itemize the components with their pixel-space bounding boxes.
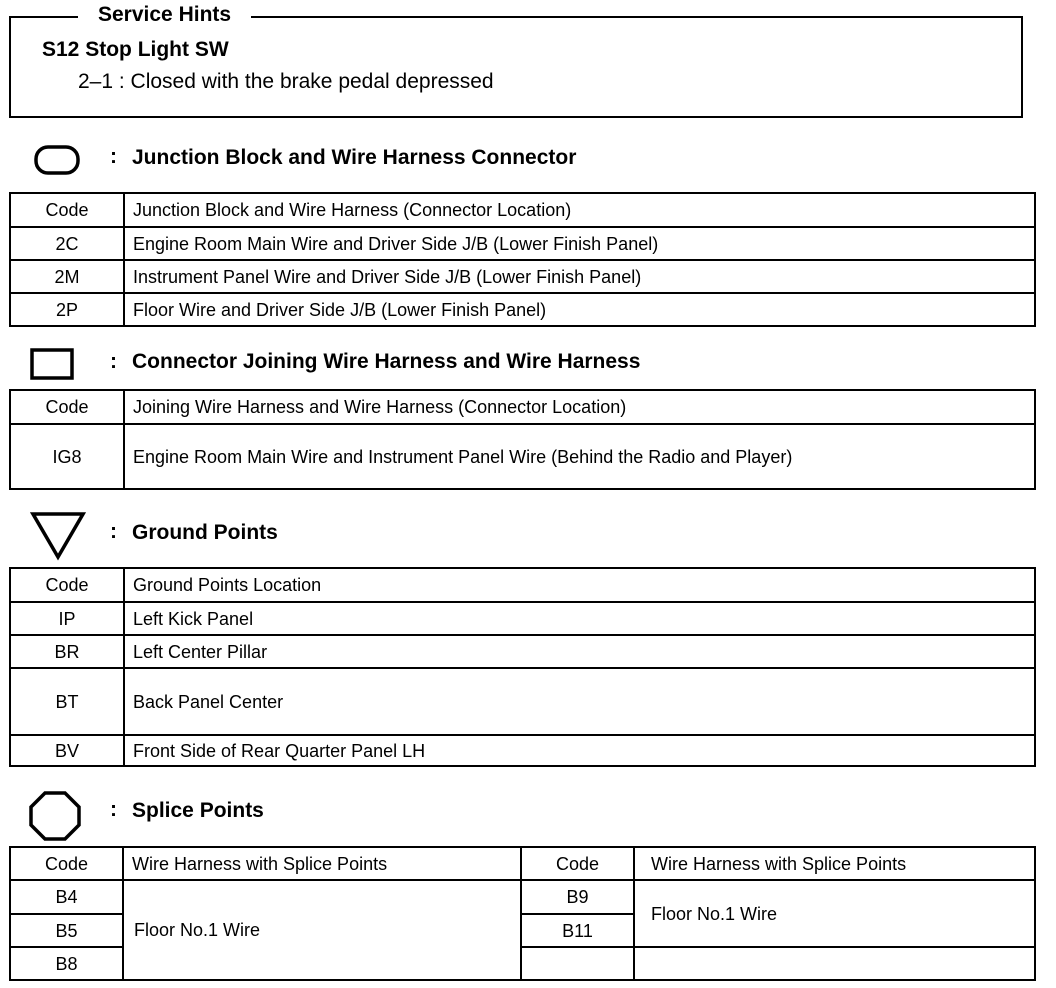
code-cell: B9 (521, 880, 634, 914)
wire-harness-header: Wire Harness with Splice Points (123, 847, 521, 880)
junction-table (9, 192, 1036, 327)
section-colon: : (110, 520, 117, 543)
junction-section-title: Junction Block and Wire Harness Connector (132, 146, 577, 169)
location-cell: Instrument Panel Wire and Driver Side J/B (Lower Finish Panel) (124, 260, 1035, 293)
table-row (10, 635, 1035, 668)
connector-table (9, 389, 1036, 490)
code-cell: IG8 (10, 424, 124, 489)
location-cell: Engine Room Main Wire and Driver Side J/B (Lower Finish Panel) (124, 227, 1035, 260)
splice-section-title: Splice Points (132, 799, 264, 822)
table-header-row (10, 847, 1035, 880)
splice-table (9, 846, 1036, 981)
location-cell: Floor Wire and Driver Side J/B (Lower Finish Panel) (124, 293, 1035, 326)
location-cell: Left Kick Panel (124, 602, 1035, 635)
code-cell: BV (10, 735, 124, 766)
service-hints-title: Service Hints (78, 2, 251, 28)
table-row (10, 668, 1035, 735)
table-row (10, 424, 1035, 489)
code-cell: 2M (10, 260, 124, 293)
code-header: Code (10, 847, 123, 880)
code-header: Code (10, 193, 124, 227)
code-header: Code (521, 847, 634, 880)
inverted-triangle-icon (30, 511, 86, 561)
table-row (10, 293, 1035, 326)
location-header: Ground Points Location (124, 568, 1035, 602)
code-cell: 2C (10, 227, 124, 260)
ground-table (9, 567, 1036, 767)
table-row (10, 260, 1035, 293)
location-header: Joining Wire Harness and Wire Harness (Connector Location) (124, 390, 1035, 424)
code-cell: B11 (521, 914, 634, 947)
code-cell: BT (10, 668, 124, 735)
table-header-row (10, 568, 1035, 602)
code-cell: BR (10, 635, 124, 668)
wire-harness-cell: Floor No.1 Wire (634, 880, 1035, 947)
location-header: Junction Block and Wire Harness (Connector Location) (124, 193, 1035, 227)
service-hints-component: S12 Stop Light SW (42, 38, 229, 61)
code-cell: B5 (10, 914, 123, 947)
connector-section-title: Connector Joining Wire Harness and Wire Harness (132, 350, 641, 373)
code-header: Code (10, 390, 124, 424)
wire-harness-cell: Floor No.1 Wire (123, 880, 521, 980)
code-cell: 2P (10, 293, 124, 326)
location-cell: Left Center Pillar (124, 635, 1035, 668)
service-hints-detail: 2–1 : Closed with the brake pedal depressed (78, 70, 494, 93)
table-row (10, 602, 1035, 635)
location-cell: Front Side of Rear Quarter Panel LH (124, 735, 1035, 766)
section-colon: : (110, 798, 117, 821)
table-header-row (10, 193, 1035, 227)
rectangle-icon (30, 348, 74, 380)
table-row (10, 227, 1035, 260)
location-cell: Back Panel Center (124, 668, 1035, 735)
code-cell: B8 (10, 947, 123, 980)
octagon-icon (28, 790, 82, 842)
table-header-row (10, 390, 1035, 424)
section-colon: : (110, 145, 117, 168)
ground-section-title: Ground Points (132, 521, 278, 544)
empty-cell (634, 947, 1035, 980)
code-header: Code (10, 568, 124, 602)
code-cell: B4 (10, 880, 123, 914)
service-hints-box (9, 16, 1023, 118)
code-cell: IP (10, 602, 124, 635)
location-cell: Engine Room Main Wire and Instrument Panel Wire (Behind the Radio and Player) (124, 424, 1035, 489)
table-row (10, 880, 1035, 914)
wire-harness-header: Wire Harness with Splice Points (634, 847, 1035, 880)
table-row (10, 735, 1035, 766)
rounded-rectangle-icon (34, 145, 80, 175)
code-cell (521, 947, 634, 980)
section-colon: : (110, 350, 117, 373)
